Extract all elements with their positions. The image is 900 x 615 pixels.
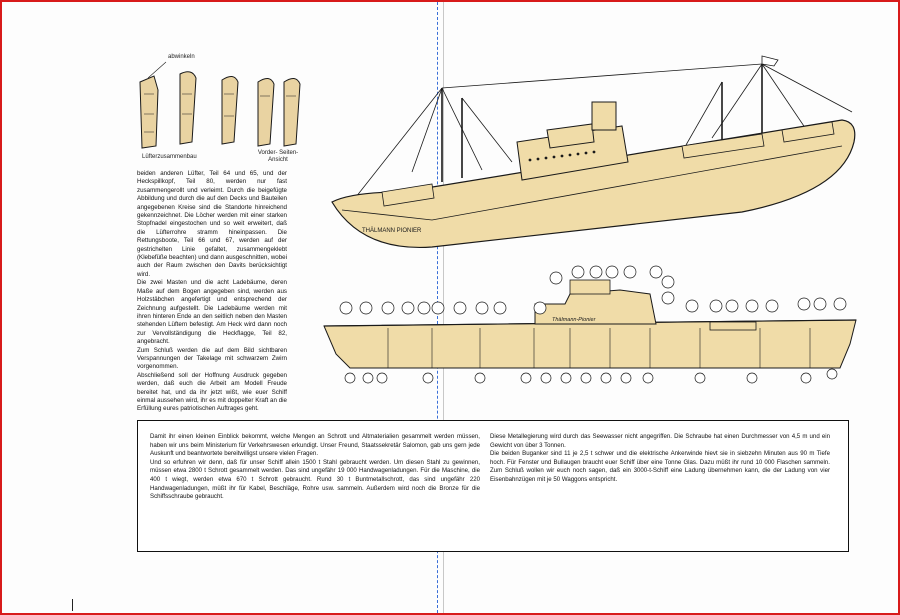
body-text-column	[137, 170, 287, 414]
ship-funnel	[592, 102, 616, 130]
info-column-right	[490, 433, 830, 485]
info-paragraph: Die beiden Buganker sind 11 je 2,5 t schwer und die elektrische Ankerwinde hievt sie in siebzehn Minuten aus 90 m Tiefe hoch. Für Fenster und Bullaugen braucht euer Schiff über eine Tonne Glas. Dazu müßt ihr rund 10 000 Flaschen sammeln. Zum Schluß wollen wir euch noch sagen, daß ein 3000-t-Schiff eine Ladung übernehmen kann, die der Ladung von vier Eisenbahnzügen mit je 50 Waggons entspricht.	[490, 450, 830, 483]
info-paragraph: Und so erfuhren wir denn, daß für unser Schiff allein 1500 t Stahl gebraucht werden. Um diesen Stahl zu gewinnen, müssen etwa 2800 t Schrott gesammelt werden. Das sind ungefähr 19 000 Handwagenladungen. Für die Maschine, die 400 t wiegt, werden etwa 670 t Schrott gebraucht. Rund 30 t Buntmetallschrott, das sind ungefähr 220 Handwagenladungen, müßt ihr für Kabel, Beschläge, Rohre usw. sammeln. Außerdem wird noch die Bronze für die Schiffsschraube gebraucht.	[150, 458, 480, 501]
info-box	[137, 420, 849, 552]
label-assembly: Lüfterzusammenbau	[142, 154, 197, 160]
page-mark	[72, 599, 73, 611]
stern-flag	[762, 56, 778, 66]
ventilator-parts-figure	[130, 54, 308, 166]
plan-ship-label: Thälmann-Pionier	[552, 317, 596, 323]
deck-plan-diagram	[320, 264, 865, 384]
label-abwinkeln: abwinkeln	[168, 54, 195, 60]
info-column-left	[150, 433, 480, 502]
info-paragraph: Diese Metallegierung wird durch das Seewasser nicht angegriffen. Die Schraube hat einen Durchmesser von 4,5 m und ein Gewicht von über 3 Tonnen.	[490, 433, 830, 449]
body-paragraph: Abschließend soll der Hoffnung Ausdruck gegeben werden, daß euch die Arbeit am Modell Freude bereitet hat, und da ihr jetzt wißt, wie euer Schiff einmal aussehen wird, ihr es mit doppelter Kraft an die Erfüllung eures patriotischen Auftrages geht.	[137, 371, 287, 413]
label-views: Vorder- Seiten- Ansicht	[257, 150, 299, 163]
ship-hull-name: THÄLMANN PIONIER	[362, 228, 422, 234]
plan-hull	[324, 320, 856, 368]
ship-illustration	[322, 42, 882, 272]
body-paragraph: Zum Schluß werden die auf dem Bild sichtbaren Verspannungen der Takelage mit schwarzem Zwirn vorgenommen.	[137, 346, 287, 371]
body-paragraph: Die zwei Masten und die acht Ladebäume, deren Maße auf dem Bogen angegeben sind, werden aus Holzstäbchen angefertigt und entsprechend der Zeichnung aufgestellt. Die Ladebäume werden mit ihren hinteren Ende an den seitlich neben den Masten stehenden Lüftern befestigt. Am Heck wird dann noch zur Vervollständigung die Heckflagge, Teil 82, angebracht.	[137, 279, 287, 346]
info-paragraph: Damit ihr einen kleinen Einblick bekommt, welche Mengen an Schrott und Altmaterialien gesammelt werden müssen, haben wir uns beim Ministerium für Verkehrswesen erkundigt. Unser Freund, Staatssekretär Salomon, gab uns gern jede Auskunft und beantwortete bereitwilligst unsere vielen Fragen.	[150, 433, 480, 458]
body-paragraph: beiden anderen Lüfter, Teil 64 und 65, und der Heckspillkopf, Teil 80, werden nur fast zusammengerollt und verleimt. Durch die beigefügte Abbildung und durch die auf den Decks und Bauteilen angegebenen Kreise sind die Standorte hinreichend gekennzeichnet. Die Löcher werden mit einer starken Stopfnadel eingestochen und so weit erweitert, daß die Lüfterrohre stramm hineinpassen. Die Rettungsboote, Teil 66 und 67, werden auf der gestrichelten Linie gefaltet, zusammengeklebt (Klebefüße beachten) und dann ausgeschnitten, wobei auch der Raum zwischen den Davits berücksichtigt wird.	[137, 170, 287, 278]
